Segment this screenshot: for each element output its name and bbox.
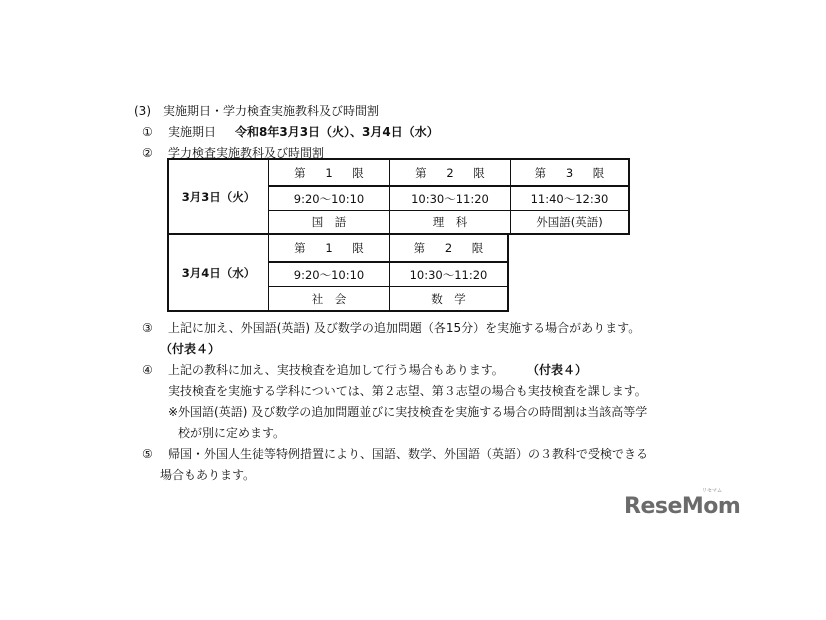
- item5-text: 帰国・外国人生徒等特例措置により、国語、数学、外国語（英語）の３教科で受検できる: [168, 447, 649, 461]
- day2-time-1: 9:20～10:10: [293, 267, 365, 282]
- day2-subject-2: 数 学: [431, 291, 466, 306]
- item1-number: ①: [142, 125, 153, 139]
- item3-text: 上記に加え、外国語(英語) 及び数学の追加問題（各15分）を実施する場合があります。: [168, 321, 641, 335]
- item5-line2: 場合もあります。: [160, 468, 256, 482]
- item5-number: ⑤: [142, 447, 153, 461]
- day1-period-1: 第 1 限: [294, 165, 372, 180]
- item2-number: ②: [142, 146, 153, 160]
- item1-dates: 令和8年3月3日（火）、3月4日（水）: [235, 125, 439, 139]
- day1-subject-2: 理 科: [432, 215, 468, 229]
- day1-time-3: 11:40～12:30: [530, 191, 609, 206]
- item4-line4: 校が別に定めます。: [178, 426, 286, 440]
- section-title: (3) 実施期日・学力検査実施教科及び時間割: [134, 104, 379, 118]
- day1-period-2: 第 2 限: [415, 165, 493, 180]
- day2-date: 3月4日（水）: [181, 265, 256, 280]
- item1-label: 実施期日: [168, 125, 217, 139]
- day2-subject-1: 社 会: [311, 291, 347, 306]
- day1-period-3: 第 3 限: [534, 165, 613, 180]
- schedule-table-day2: [167, 233, 509, 312]
- day1-time-1: 9:20～10:10: [293, 191, 365, 206]
- schedule-table-day1: [167, 158, 630, 235]
- logo-ruby: リセマム: [702, 488, 722, 494]
- day2-period-1: 第 1 限: [294, 241, 372, 255]
- item3-number: ③: [142, 321, 153, 335]
- day2-time-2: 10:30～11:20: [409, 267, 488, 282]
- item4-line3: ※外国語(英語) 及び数学の追加問題並びに実技検査を実施する場合の時間割は当該高等学: [168, 405, 648, 419]
- day1-subject-3: 外国語(英語): [536, 215, 603, 229]
- day1-time-2: 10:30～11:20: [411, 191, 489, 206]
- day1-subject-1: 国 語: [311, 215, 347, 229]
- item4-number: ④: [142, 363, 153, 377]
- item2-label: 学力検査実施教科及び時間割: [168, 146, 325, 160]
- item4-note: （付表４）: [527, 363, 588, 377]
- day2-period-2: 第 2 限: [413, 241, 492, 255]
- resemom-logo: ReseMom: [624, 494, 741, 519]
- item4-text: 上記の教科に加え、実技検査を追加して行う場合もあります。: [168, 363, 504, 377]
- item4-line2: 実技検査を実施する学科については、第２志望、第３志望の場合も実技検査を課します。: [168, 384, 647, 398]
- item3-note: （付表４）: [160, 342, 221, 356]
- day1-date: 3月3日（火）: [181, 189, 256, 204]
